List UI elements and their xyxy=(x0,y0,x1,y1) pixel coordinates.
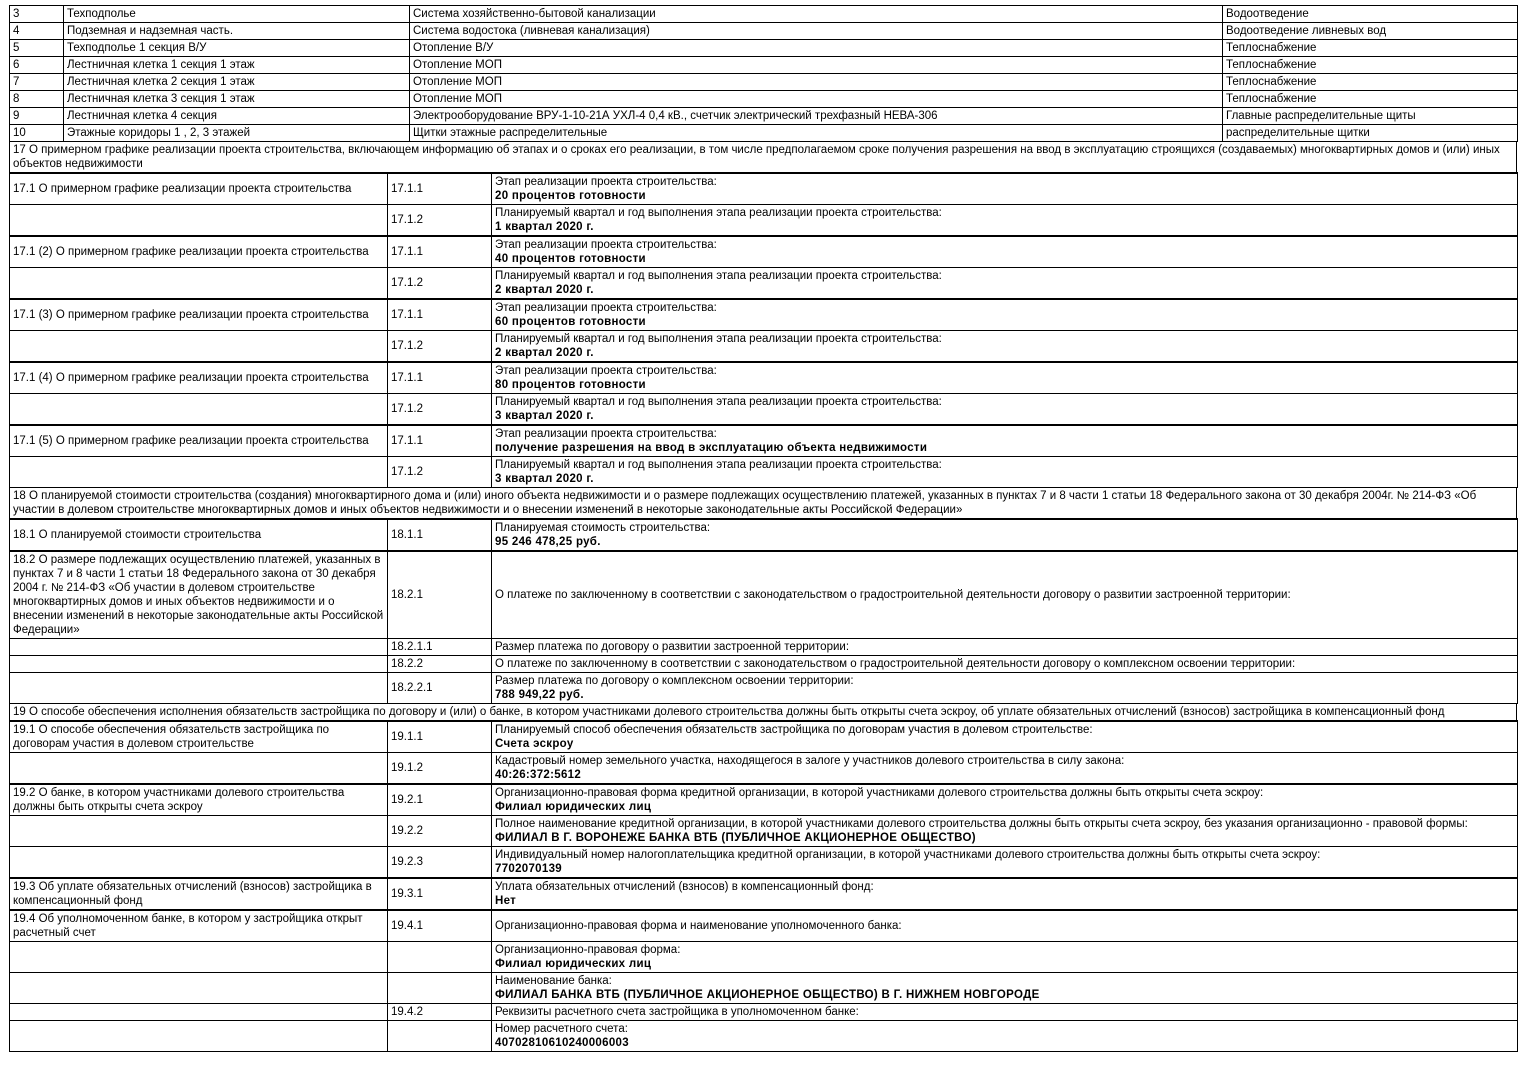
field-label: Размер платежа по договору о комплексном освоении территории: xyxy=(495,675,854,687)
row-code xyxy=(388,973,492,1004)
section-row xyxy=(10,816,1518,847)
field-label: Номер расчетного счета: xyxy=(495,1023,628,1035)
row-title xyxy=(10,1021,388,1052)
section-row xyxy=(10,910,1518,942)
field-label: Полное наименование кредитной организации, в которой участниками долевого строительства должны быть открыты счета эскроу, без указания организационно - правовой формы: xyxy=(495,818,1468,830)
row-content xyxy=(492,639,1518,656)
row-content xyxy=(492,425,1518,457)
field-label: Планируемый квартал и год выполнения этапа реализации проекта строительства: xyxy=(495,207,942,219)
row-content xyxy=(492,236,1518,268)
row-content xyxy=(492,299,1518,331)
row-code: 17.1.2 xyxy=(388,394,492,426)
row-content xyxy=(492,394,1518,426)
row-title xyxy=(10,942,388,973)
section-header: 18 О планируемой стоимости строительства (создания) многоквартирного дома и (или) иного объекта недвижимости и о размере подлежащих осуществлению платежей, указанных в пунктах 7 и 8 части 1 статьи 18 Федерального закона от 30 декабря 2004г. № 214-ФЗ «Об участии в долевом строительстве многоквартирных домов и иных объектов недвижимости и о внесении изменений в некоторые законодательные акты Российской Федерации» xyxy=(9,487,1517,519)
utility-part-name: Лестничная клетка 4 секция xyxy=(64,108,410,125)
row-title xyxy=(10,268,388,300)
row-title: 19.4 Об уполномоченном банке, в котором у застройщика открыт расчетный счет xyxy=(10,910,388,942)
utility-row xyxy=(10,6,1518,23)
utility-row xyxy=(10,108,1518,125)
field-label: Размер платежа по договору о развитии застроенной территории: xyxy=(495,641,850,653)
utility-part-name: Этажные коридоры 1 , 2, 3 этажей xyxy=(64,125,410,142)
utility-network: Теплоснабжение xyxy=(1223,91,1518,108)
field-label: Этап реализации проекта строительства: xyxy=(495,428,717,440)
field-value: 40 процентов готовности xyxy=(495,253,646,265)
row-title: 17.1 (4) О примерном графике реализации проекта строительства xyxy=(10,362,388,394)
utilities-table-body xyxy=(10,6,1518,142)
section-row xyxy=(10,656,1518,673)
utility-system: Отопление МОП xyxy=(410,74,1223,91)
row-content xyxy=(492,942,1518,973)
field-label: Планируемая стоимость строительства: xyxy=(495,522,711,534)
utility-row xyxy=(10,74,1518,91)
row-title: 17.1 (3) О примерном графике реализации проекта строительства xyxy=(10,299,388,331)
section-table xyxy=(9,172,1518,488)
section-row xyxy=(10,639,1518,656)
row-content xyxy=(492,784,1518,816)
utility-row xyxy=(10,57,1518,74)
utility-row-number: 9 xyxy=(10,108,64,125)
row-title xyxy=(10,847,388,879)
row-code: 19.2.1 xyxy=(388,784,492,816)
utility-system: Система водостока (ливневая канализация) xyxy=(410,23,1223,40)
utility-part-name: Техподполье xyxy=(64,6,410,23)
utility-row xyxy=(10,40,1518,57)
field-label: Организационно-правовая форма: xyxy=(495,944,681,956)
row-title: 18.1 О планируемой стоимости строительства xyxy=(10,519,388,551)
section-row xyxy=(10,268,1518,300)
utility-row-number: 3 xyxy=(10,6,64,23)
field-value: 95 246 478,25 руб. xyxy=(495,536,601,548)
utility-system: Система хозяйственно-бытовой канализации xyxy=(410,6,1223,23)
section-row xyxy=(10,942,1518,973)
row-content xyxy=(492,331,1518,363)
row-code: 17.1.1 xyxy=(388,173,492,205)
row-code: 17.1.2 xyxy=(388,205,492,237)
row-content xyxy=(492,847,1518,879)
section-row xyxy=(10,425,1518,457)
row-title: 18.2 О размере подлежащих осуществлению платежей, указанных в пунктах 7 и 8 части 1 статьи 18 Федерального закона от 30 декабря 2004 г. № 214-ФЗ «Об участии в долевом строительстве многоквартирных домов и иных объектов недвижимости и о внесении изменений в некоторые законодательные акты Российской Федерации» xyxy=(10,551,388,639)
field-value: 2 квартал 2020 г. xyxy=(495,347,594,359)
utility-row xyxy=(10,23,1518,40)
field-value: 2 квартал 2020 г. xyxy=(495,284,594,296)
section-row xyxy=(10,205,1518,237)
row-code: 17.1.1 xyxy=(388,236,492,268)
row-title: 17.1 О примерном графике реализации проекта строительства xyxy=(10,173,388,205)
row-content xyxy=(492,656,1518,673)
utility-row-number: 7 xyxy=(10,74,64,91)
field-value: 20 процентов готовности xyxy=(495,190,646,202)
field-label: О платеже по заключенному в соответствии с законодательством о градостроительной деятельности договору о развитии застроенной территории: xyxy=(495,589,1291,601)
row-code: 19.2.2 xyxy=(388,816,492,847)
section-table xyxy=(9,720,1518,1052)
row-content xyxy=(492,721,1518,753)
row-title: 17.1 (2) О примерном графике реализации проекта строительства xyxy=(10,236,388,268)
field-value: Филиал юридических лиц xyxy=(495,801,652,813)
row-code xyxy=(388,942,492,973)
row-title xyxy=(10,457,388,488)
row-code: 17.1.2 xyxy=(388,331,492,363)
row-title xyxy=(10,673,388,704)
section-row xyxy=(10,673,1518,704)
row-code xyxy=(388,1021,492,1052)
row-title xyxy=(10,656,388,673)
utility-row-number: 10 xyxy=(10,125,64,142)
utility-network: Теплоснабжение xyxy=(1223,57,1518,74)
row-code: 19.2.3 xyxy=(388,847,492,879)
row-title: 19.1 О способе обеспечения обязательств застройщика по договорам участия в долевом строительстве xyxy=(10,721,388,753)
field-label: Организационно-правовая форма и наименование уполномоченного банка: xyxy=(495,920,902,932)
section-row xyxy=(10,847,1518,879)
section-row xyxy=(10,721,1518,753)
section-row xyxy=(10,362,1518,394)
section-row xyxy=(10,784,1518,816)
row-title xyxy=(10,973,388,1004)
utility-row-number: 6 xyxy=(10,57,64,74)
utility-network: Водоотведение ливневых вод xyxy=(1223,23,1518,40)
row-code: 17.1.1 xyxy=(388,425,492,457)
field-value: получение разрешения на ввод в эксплуатацию объекта недвижимости xyxy=(495,442,928,454)
section-row xyxy=(10,519,1518,551)
field-label: Кадастровый номер земельного участка, находящегося в залоге у участников долевого строительства в силу закона: xyxy=(495,755,1125,767)
section-row xyxy=(10,1004,1518,1021)
section-row xyxy=(10,973,1518,1004)
row-code: 19.4.1 xyxy=(388,910,492,942)
section-header: 17 О примерном графике реализации проекта строительства, включающем информацию об этапах и о сроках его реализации, в том числе предполагаемом сроке получения разрешения на ввод в эксплуатацию строящихся (создаваемых) многоквартирных домов и (или) иных объектов недвижимости xyxy=(9,141,1517,173)
row-title: 17.1 (5) О примерном графике реализации проекта строительства xyxy=(10,425,388,457)
section-header: 19 О способе обеспечения исполнения обязательств застройщика по договору и (или) о банке, в котором участниками долевого строительства должны быть открыты счета эскроу, об уплате обязательных отчислений (взносов) застройщика в компенсационный фонд xyxy=(9,703,1517,721)
row-title xyxy=(10,331,388,363)
utility-network: Теплоснабжение xyxy=(1223,40,1518,57)
row-content xyxy=(492,551,1518,639)
utilities-table xyxy=(9,5,1518,142)
row-code: 18.2.1.1 xyxy=(388,639,492,656)
section-row xyxy=(10,173,1518,205)
row-content xyxy=(492,173,1518,205)
row-code: 19.3.1 xyxy=(388,878,492,910)
row-content xyxy=(492,673,1518,704)
row-content xyxy=(492,457,1518,488)
row-content xyxy=(492,753,1518,785)
row-code: 19.1.2 xyxy=(388,753,492,785)
row-title: 19.3 Об уплате обязательных отчислений (взносов) застройщика в компенсационный фонд xyxy=(10,878,388,910)
section-row xyxy=(10,236,1518,268)
row-content xyxy=(492,362,1518,394)
row-title xyxy=(10,753,388,785)
field-value: 788 949,22 руб. xyxy=(495,689,584,701)
field-label: Планируемый квартал и год выполнения этапа реализации проекта строительства: xyxy=(495,333,942,345)
utility-part-name: Лестничная клетка 3 секция 1 этаж xyxy=(64,91,410,108)
row-title xyxy=(10,639,388,656)
row-content xyxy=(492,816,1518,847)
row-code: 17.1.2 xyxy=(388,268,492,300)
utility-part-name: Подземная и надземная часть. xyxy=(64,23,410,40)
row-code: 19.1.1 xyxy=(388,721,492,753)
utility-system: Электрооборудование ВРУ-1-10-21А УХЛ-4 0,4 кВ., счетчик электрический трехфазный НЕВА-306 xyxy=(410,108,1223,125)
row-code: 18.2.1 xyxy=(388,551,492,639)
field-value: 1 квартал 2020 г. xyxy=(495,221,594,233)
field-label: Планируемый квартал и год выполнения этапа реализации проекта строительства: xyxy=(495,396,942,408)
section-row xyxy=(10,457,1518,488)
utility-network: Водоотведение xyxy=(1223,6,1518,23)
field-label: Этап реализации проекта строительства: xyxy=(495,239,717,251)
row-content xyxy=(492,1021,1518,1052)
utility-system: Отопление МОП xyxy=(410,57,1223,74)
field-value: 60 процентов готовности xyxy=(495,316,646,328)
row-content xyxy=(492,973,1518,1004)
field-value: ФИЛИАЛ БАНКА ВТБ (ПУБЛИЧНОЕ АКЦИОНЕРНОЕ ОБЩЕСТВО) В Г. НИЖНЕМ НОВГОРОДЕ xyxy=(495,989,1040,1001)
row-title xyxy=(10,1004,388,1021)
row-code: 18.2.2.1 xyxy=(388,673,492,704)
field-label: Планируемый квартал и год выполнения этапа реализации проекта строительства: xyxy=(495,270,942,282)
field-label: Организационно-правовая форма кредитной организации, в которой участниками долевого строительства должны быть открыты счета эскроу: xyxy=(495,787,1264,799)
field-label: О платеже по заключенному в соответствии с законодательством о градостроительной деятельности договору о комплексном освоении территории: xyxy=(495,658,1296,670)
row-title xyxy=(10,205,388,237)
utility-part-name: Лестничная клетка 2 секция 1 этаж xyxy=(64,74,410,91)
utility-system: Отопление МОП xyxy=(410,91,1223,108)
field-value: Нет xyxy=(495,895,517,907)
utility-row-number: 5 xyxy=(10,40,64,57)
field-label: Этап реализации проекта строительства: xyxy=(495,365,717,377)
sections-container xyxy=(9,141,1519,1052)
row-content xyxy=(492,878,1518,910)
utility-network: распределительные щитки xyxy=(1223,125,1518,142)
field-label: Наименование банка: xyxy=(495,975,612,987)
row-content xyxy=(492,268,1518,300)
row-title xyxy=(10,394,388,426)
field-label: Планируемый квартал и год выполнения этапа реализации проекта строительства: xyxy=(495,459,942,471)
row-code: 17.1.2 xyxy=(388,457,492,488)
field-value: ФИЛИАЛ В Г. ВОРОНЕЖЕ БАНКА ВТБ (ПУБЛИЧНОЕ АКЦИОНЕРНОЕ ОБЩЕСТВО) xyxy=(495,832,976,844)
row-title xyxy=(10,816,388,847)
utility-system: Щитки этажные распределительные xyxy=(410,125,1223,142)
row-content xyxy=(492,1004,1518,1021)
utility-row xyxy=(10,125,1518,142)
row-content xyxy=(492,910,1518,942)
field-value: 7702070139 xyxy=(495,863,562,875)
field-label: Реквизиты расчетного счета застройщика в уполномоченном банке: xyxy=(495,1006,859,1018)
section-row xyxy=(10,551,1518,639)
utility-row-number: 4 xyxy=(10,23,64,40)
field-value: 40702810610240006003 xyxy=(495,1037,629,1049)
field-label: Этап реализации проекта строительства: xyxy=(495,302,717,314)
section-row xyxy=(10,753,1518,785)
section-row xyxy=(10,331,1518,363)
row-content xyxy=(492,205,1518,237)
row-title: 19.2 О банке, в котором участниками долевого строительства должны быть открыты счета эскроу xyxy=(10,784,388,816)
field-label: Индивидуальный номер налогоплательщика кредитной организации, в которой участниками долевого строительства должны быть открыты счета эскроу: xyxy=(495,849,1321,861)
utility-system: Отопление В/У xyxy=(410,40,1223,57)
utility-row-number: 8 xyxy=(10,91,64,108)
row-code: 17.1.1 xyxy=(388,299,492,331)
section-row xyxy=(10,878,1518,910)
field-label: Этап реализации проекта строительства: xyxy=(495,176,717,188)
row-code: 17.1.1 xyxy=(388,362,492,394)
field-value: Филиал юридических лиц xyxy=(495,958,652,970)
row-code: 18.1.1 xyxy=(388,519,492,551)
row-code: 19.4.2 xyxy=(388,1004,492,1021)
section-row xyxy=(10,1021,1518,1052)
utility-network: Теплоснабжение xyxy=(1223,74,1518,91)
field-value: Счета эскроу xyxy=(495,738,574,750)
utility-part-name: Лестничная клетка 1 секция 1 этаж xyxy=(64,57,410,74)
section-row xyxy=(10,299,1518,331)
field-label: Уплата обязательных отчислений (взносов) в компенсационный фонд: xyxy=(495,881,874,893)
utility-row xyxy=(10,91,1518,108)
field-value: 40:26:372:5612 xyxy=(495,769,582,781)
field-label: Планируемый способ обеспечения обязательств застройщика по договорам участия в долевом строительстве: xyxy=(495,724,1093,736)
section-row xyxy=(10,394,1518,426)
section-table xyxy=(9,518,1518,704)
field-value: 3 квартал 2020 г. xyxy=(495,410,594,422)
row-content xyxy=(492,519,1518,551)
field-value: 3 квартал 2020 г. xyxy=(495,473,594,485)
row-code: 18.2.2 xyxy=(388,656,492,673)
field-value: 80 процентов готовности xyxy=(495,379,646,391)
utility-network: Главные распределительные щиты xyxy=(1223,108,1518,125)
utility-part-name: Техподполье 1 секция В/У xyxy=(64,40,410,57)
